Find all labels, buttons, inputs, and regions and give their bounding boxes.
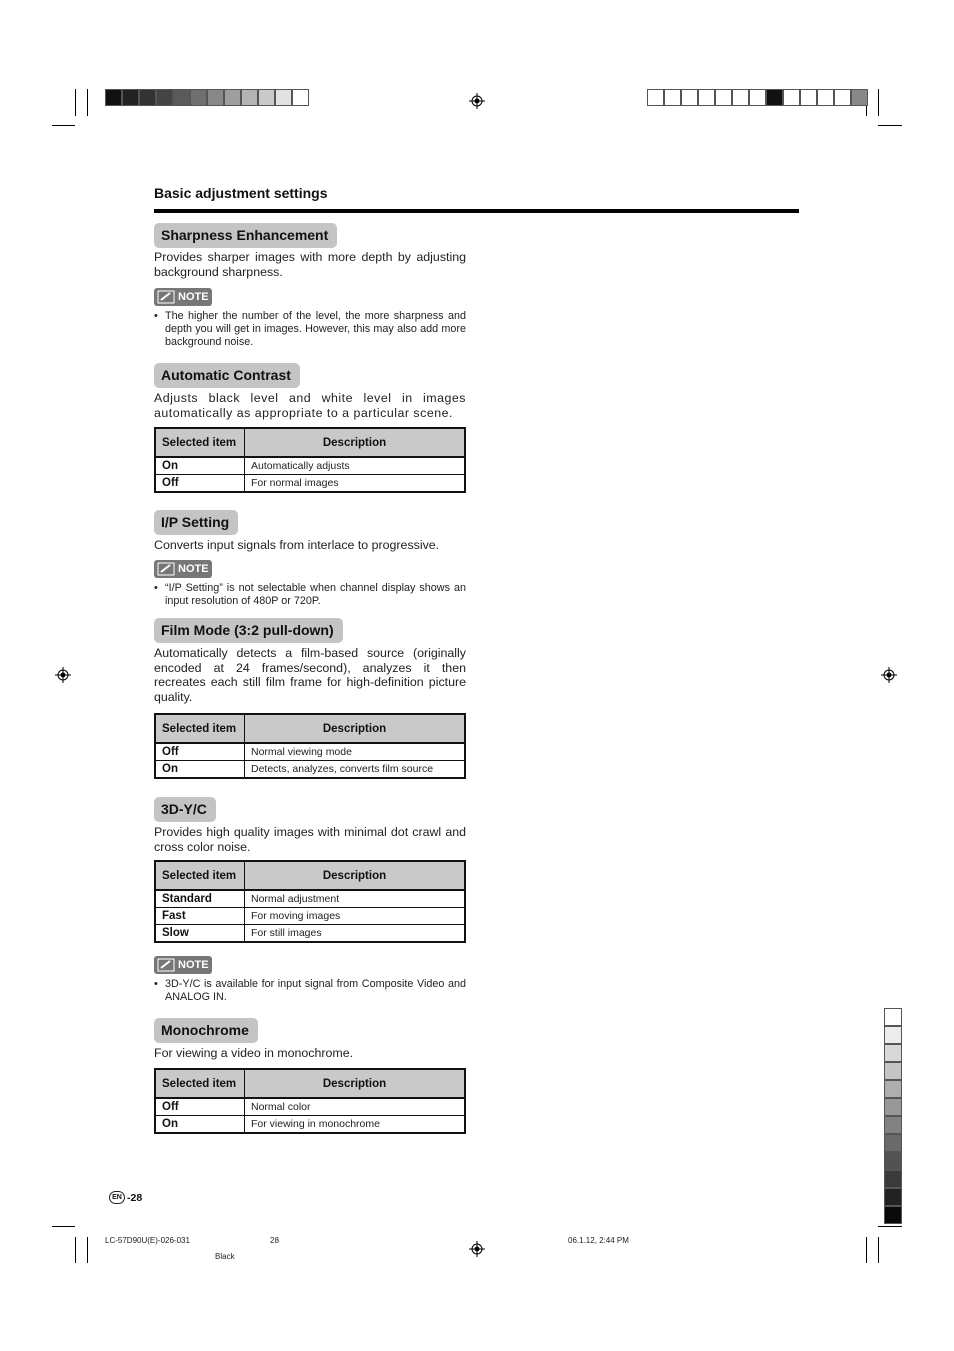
note-badge (154, 956, 212, 974)
color-swatch (884, 1170, 902, 1188)
print-datetime: 06.1.12, 2:44 PM (568, 1236, 629, 1245)
color-swatch (783, 89, 800, 106)
pencil-note-icon (157, 958, 175, 972)
table-row (155, 1116, 465, 1134)
crop-mark (878, 89, 879, 116)
color-swatch (681, 89, 698, 106)
color-swatch (884, 1008, 902, 1026)
color-calibration-bar-right (647, 89, 868, 106)
table-header: Selected item (155, 1069, 245, 1098)
color-calibration-bar-left (105, 89, 309, 106)
section-description: Automatically detects a film-based source (originally encoded at 24 frames/second), analyzes it then recreates each still film frame for high-definition picture quality. (154, 646, 466, 704)
color-swatch (105, 89, 122, 106)
table-cell-description: For normal images (245, 475, 466, 493)
note-text: The higher the number of the level, the more sharpness and depth you will get in images. However, this may also add more background noise. (165, 310, 466, 348)
settings-table-3d-yc (154, 860, 466, 943)
table-header: Selected item (155, 861, 245, 890)
crop-mark (52, 125, 75, 126)
table-header: Selected item (155, 428, 245, 457)
color-swatch (884, 1044, 902, 1062)
color-swatch (122, 89, 139, 106)
note-label: NOTE (178, 563, 209, 575)
color-swatch (292, 89, 309, 106)
settings-table-monochrome (154, 1068, 466, 1134)
table-header: Description (245, 428, 466, 457)
table-header: Description (245, 714, 466, 743)
color-swatch (698, 89, 715, 106)
section-description: Provides sharper images with more depth by adjusting background sharpness. (154, 250, 466, 279)
table-row (155, 475, 465, 493)
pencil-note-icon (157, 290, 175, 304)
color-swatch (715, 89, 732, 106)
color-swatch (766, 89, 783, 106)
section-description: Adjusts black level and white level in images automatically as appropriate to a particular scene. (154, 391, 466, 420)
note-badge (154, 288, 212, 306)
table-cell-item: Off (155, 743, 245, 761)
table-row (155, 908, 465, 925)
crop-mark (52, 1226, 75, 1227)
color-swatch (207, 89, 224, 106)
table-cell-item: Off (155, 1098, 245, 1116)
table-cell-item: On (155, 457, 245, 475)
page-number (109, 1191, 142, 1204)
table-header: Description (245, 1069, 466, 1098)
table-row (155, 925, 465, 943)
section-description: For viewing a video in monochrome. (154, 1046, 354, 1060)
pencil-note-icon (157, 562, 175, 576)
crop-mark (878, 1237, 879, 1263)
section-title-film-mode: Film Mode (3:2 pull-down) (154, 618, 343, 643)
color-calibration-bar-side (884, 1008, 902, 1224)
crop-mark (75, 89, 76, 116)
color-swatch (732, 89, 749, 106)
crop-mark (866, 1237, 867, 1263)
table-cell-description: For still images (245, 925, 466, 943)
color-swatch (884, 1152, 902, 1170)
color-swatch (647, 89, 664, 106)
section-title-sharpness: Sharpness Enhancement (154, 223, 337, 248)
color-swatch (884, 1098, 902, 1116)
table-cell-description: Normal color (245, 1098, 466, 1116)
note-badge (154, 560, 212, 578)
note-label: NOTE (178, 959, 209, 971)
language-badge: EN (109, 1191, 125, 1204)
print-page-number: 28 (270, 1236, 279, 1245)
table-cell-item: On (155, 761, 245, 779)
table-cell-description: Normal viewing mode (245, 743, 466, 761)
color-swatch (884, 1206, 902, 1224)
crop-mark (878, 125, 902, 126)
color-swatch (224, 89, 241, 106)
color-swatch (884, 1116, 902, 1134)
color-swatch (884, 1080, 902, 1098)
color-swatch (884, 1188, 902, 1206)
crop-mark (75, 1237, 76, 1263)
note-item (154, 310, 466, 349)
table-row (155, 761, 465, 779)
registration-mark-icon (881, 667, 897, 683)
color-swatch (749, 89, 766, 106)
color-swatch (156, 89, 173, 106)
bullet-icon: • (154, 310, 158, 322)
color-swatch (173, 89, 190, 106)
table-cell-item: Fast (155, 908, 245, 925)
table-cell-description: Normal adjustment (245, 890, 466, 908)
bullet-icon: • (154, 978, 158, 990)
note-label: NOTE (178, 291, 209, 303)
table-header: Selected item (155, 714, 245, 743)
table-cell-description: Detects, analyzes, converts film source (245, 761, 466, 779)
print-plate: Black (215, 1252, 235, 1261)
color-swatch (241, 89, 258, 106)
color-swatch (851, 89, 868, 106)
registration-mark-icon (469, 93, 485, 109)
color-swatch (884, 1026, 902, 1044)
table-cell-item: Slow (155, 925, 245, 943)
color-swatch (834, 89, 851, 106)
table-cell-description: Automatically adjusts (245, 457, 466, 475)
print-file-name: LC-57D90U(E)-026-031 (105, 1236, 190, 1245)
table-row (155, 890, 465, 908)
color-swatch (884, 1062, 902, 1080)
table-row (155, 743, 465, 761)
settings-table-automatic-contrast (154, 427, 466, 493)
page-header: Basic adjustment settings (154, 185, 328, 201)
table-cell-item: On (155, 1116, 245, 1134)
note-text: 3D-Y/C is available for input signal from Composite Video and ANALOG IN. (165, 978, 466, 1003)
crop-mark (87, 1237, 88, 1263)
color-swatch (884, 1134, 902, 1152)
note-item (154, 978, 466, 1004)
section-title-ip-setting: I/P Setting (154, 510, 238, 535)
color-swatch (800, 89, 817, 106)
section-description: Converts input signals from interlace to progressive. (154, 538, 440, 552)
table-row (155, 457, 465, 475)
registration-mark-icon (55, 667, 71, 683)
color-swatch (275, 89, 292, 106)
crop-mark (878, 1226, 902, 1227)
header-rule (154, 209, 799, 213)
table-cell-description: For viewing in monochrome (245, 1116, 466, 1134)
color-swatch (190, 89, 207, 106)
settings-table-film-mode (154, 713, 466, 779)
table-header: Description (245, 861, 466, 890)
registration-mark-icon (469, 1241, 485, 1257)
table-cell-item: Standard (155, 890, 245, 908)
color-swatch (664, 89, 681, 106)
color-swatch (817, 89, 834, 106)
table-cell-item: Off (155, 475, 245, 493)
section-title-3d-yc: 3D-Y/C (154, 797, 216, 822)
note-text: “I/P Setting” is not selectable when channel display shows an input resolution of 480P or 720P. (165, 582, 466, 607)
page-number-text: -28 (127, 1191, 143, 1204)
table-row (155, 1098, 465, 1116)
color-swatch (258, 89, 275, 106)
section-description: Provides high quality images with minimal dot crawl and cross color noise. (154, 825, 466, 854)
color-swatch (139, 89, 156, 106)
section-title-automatic-contrast: Automatic Contrast (154, 363, 300, 388)
table-cell-description: For moving images (245, 908, 466, 925)
bullet-icon: • (154, 582, 158, 594)
section-title-monochrome: Monochrome (154, 1018, 258, 1043)
note-item (154, 582, 466, 608)
crop-mark (87, 89, 88, 116)
